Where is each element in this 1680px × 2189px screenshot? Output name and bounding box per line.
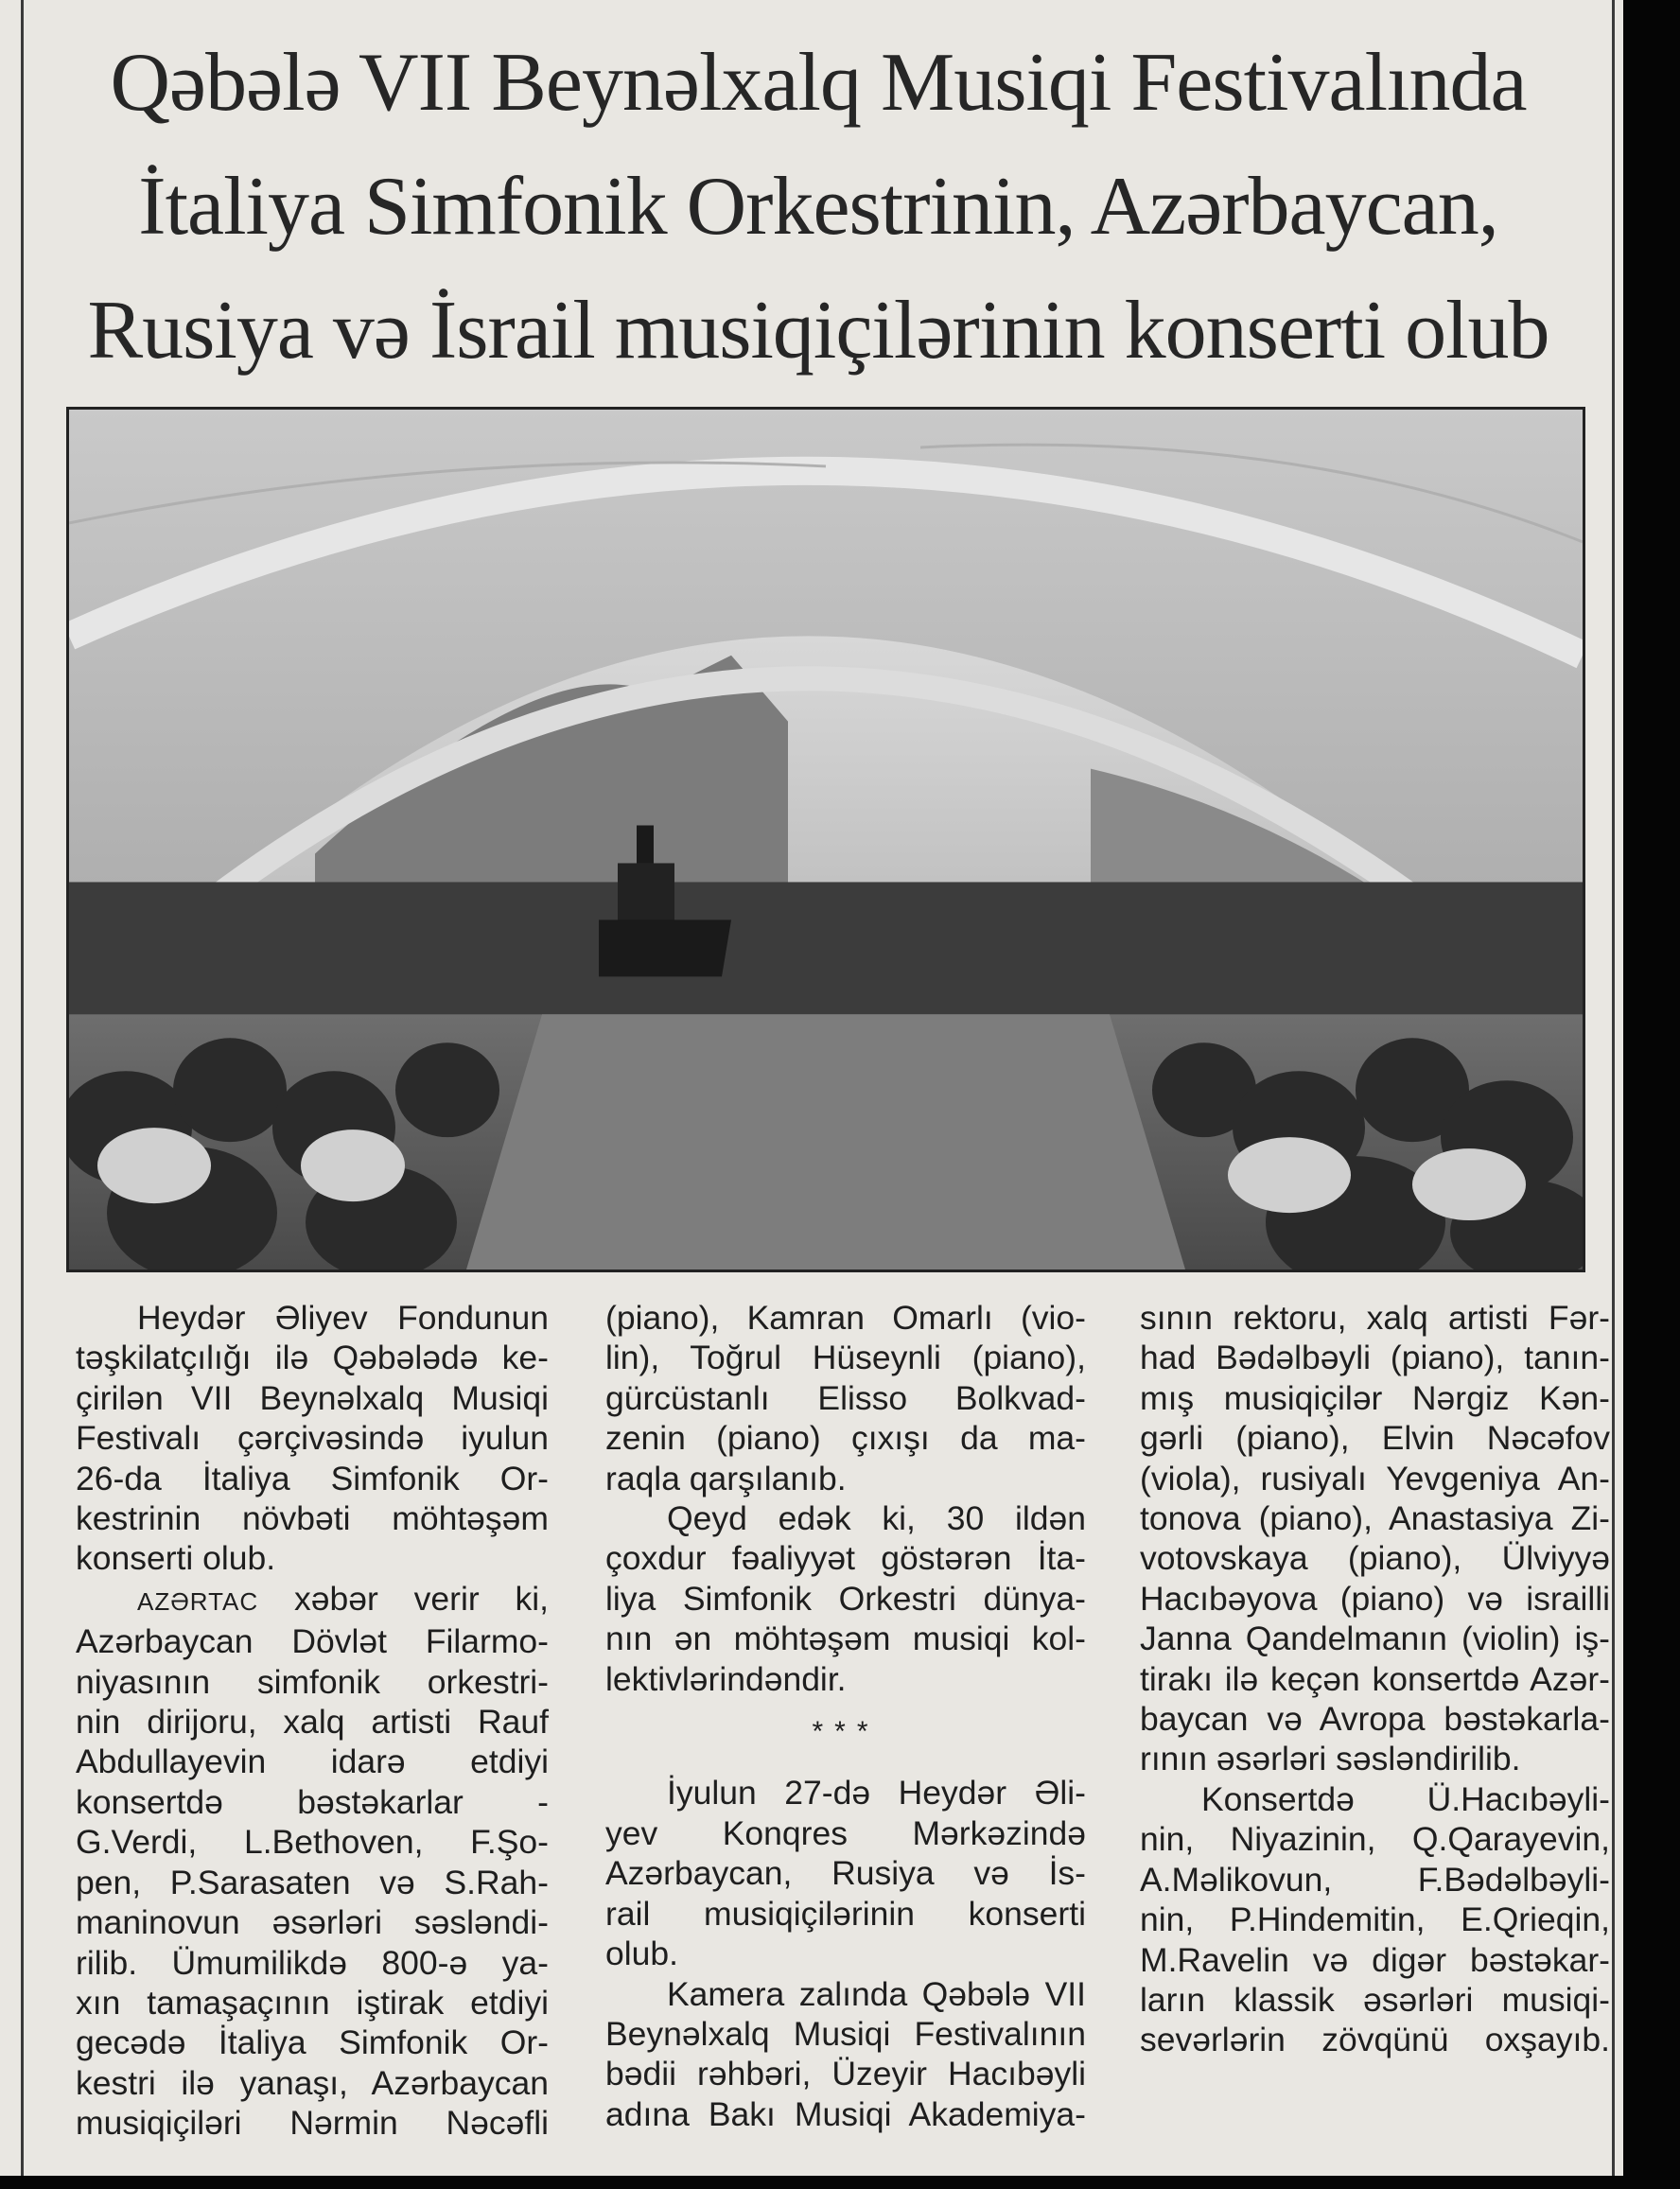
text-line: İyulun 27-də Heydər Əli- [667, 1774, 1086, 1812]
scan-border-bottom [0, 2176, 1680, 2189]
text-line: çirilən VII Beynəlxalq Musiqi [76, 1378, 549, 1417]
article-column-1 [76, 1298, 549, 2144]
agency-name: AZƏRTAC [137, 1586, 259, 1616]
text-line: (piano), Kamran Omarlı (vio- [605, 1299, 1086, 1337]
text-line: zenin (piano) çıxışı da ma- [605, 1419, 1086, 1458]
text-line: liya Simfonik Orkestri dünya- [605, 1579, 1086, 1618]
headline-line-3: Rusiya və İsrail musiqiçilərinin konserti olub [87, 285, 1549, 377]
text-line: konserti olub. [76, 1539, 276, 1578]
text-line: gürcüstanlı Elisso Bolkvad- [605, 1378, 1086, 1417]
headline-line-1: Qəbələ VII Beynəlxalq Musiqi Festivalında [110, 37, 1527, 129]
text-line: niyasının simfonik orkestri- [76, 1662, 549, 1701]
text-line: gərli (piano), Elvin Nəcəfov [1140, 1419, 1610, 1458]
text-line: nin, P.Hindemitin, E.Qrieqin, [1140, 1900, 1610, 1939]
text-line: Abdullayevin idarə etdiyi [76, 1742, 549, 1781]
text-line: sının rektoru, xalq artisti Fər- [1140, 1299, 1610, 1337]
text-line: nin, Niyazinin, Q.Qarayevin, [1140, 1820, 1610, 1859]
text-line: rail musiqiçilərinin konserti [605, 1894, 1086, 1933]
text-line: Konsertdə Ü.Hacıbəyli- [1201, 1779, 1610, 1818]
article-column-2 [605, 1298, 1086, 2134]
text-line: gecədə İtaliya Simfonik Or- [76, 2023, 549, 2062]
text-line: nin dirijoru, xalq artisti Rauf [76, 1703, 549, 1742]
text-line: Janna Qandelmanın (violin) iş- [1140, 1620, 1610, 1658]
headline-line-2: İtaliya Simfonik Orkestrinin, Azərbaycan, [138, 161, 1498, 253]
text-line: çoxdur fəaliyyət göstərən İta- [605, 1539, 1086, 1578]
text-line: rilib. Ümumilikdə 800-ə ya- [76, 1943, 549, 1982]
text-line: lektivlərindəndir. [605, 1659, 847, 1698]
text-line: olub. [605, 1935, 678, 1973]
text-line: A.Məlikovun, F.Bədəlbəyli- [1140, 1860, 1610, 1899]
text-line: ların klassik əsərləri musiqi- [1140, 1980, 1610, 2019]
text-line: təşkilatçılığı ilə Qəbələdə ke- [76, 1339, 549, 1377]
text-line: M.Ravelin və digər bəstəkar- [1140, 1940, 1610, 1979]
text-line: maninovun əsərləri səsləndi- [76, 1903, 549, 1942]
text-line: had Bədəlbəyli (piano), tanın- [1140, 1339, 1610, 1377]
text-line: Beynəlxalq Musiqi Festivalının [605, 2014, 1086, 2053]
text-line: pen, P.Sarasaten və S.Rah- [76, 1863, 549, 1901]
text-line: yev Konqres Mərkəzində [605, 1813, 1086, 1852]
text-line: raqla qarşılanıb. [605, 1459, 847, 1497]
text-line: tirakı ilə keçən konsertdə Azər- [1140, 1659, 1610, 1698]
text-line: votovskaya (piano), Ülviyyə [1140, 1539, 1610, 1578]
text-line: lin), Toğrul Hüseynli (piano), [605, 1339, 1086, 1377]
article-headline [38, 21, 1599, 393]
text-line: Kamera zalında Qəbələ VII [667, 1974, 1086, 2013]
text-line: (viola), rusiyalı Yevgeniya An- [1140, 1459, 1610, 1497]
text-line: Hacıbəyova (piano) və israilli [1140, 1579, 1610, 1618]
text-line: kestri ilə yanaşı, Azərbaycan [76, 2063, 549, 2102]
text-line: xın tamaşaçının iştirak etdiyi [76, 1983, 549, 2022]
text-line: AZƏRTAC xəbər verir ki, [137, 1579, 549, 1618]
text-line: bədii rəhbəri, Üzeyir Hacıbəyli [605, 2055, 1086, 2093]
text-line: Qeyd edək ki, 30 ildən [667, 1499, 1086, 1538]
text-line: kestrinin növbəti möhtəşəm [76, 1499, 549, 1538]
section-separator: *** [812, 1716, 880, 1748]
text-line: nın ən möhtəşəm musiqi kol- [605, 1620, 1086, 1658]
column-rule-left [21, 0, 24, 2176]
text-line: Heydər Əliyev Fondunun [137, 1299, 549, 1337]
text-line: rının əsərləri səsləndirilib. [1140, 1740, 1521, 1778]
column-rule-right [1612, 0, 1615, 2176]
article-column-3 [1140, 1298, 1610, 2060]
concert-photo [66, 407, 1585, 1272]
text-line: musiqiçiləri Nərmin Nəcəfli [76, 2104, 549, 2143]
text-line: baycan və Avropa bəstəkarla- [1140, 1700, 1610, 1739]
concert-photo-image [69, 410, 1583, 1270]
text-line: sevərlərin zövqünü oxşayıb. [1140, 2021, 1610, 2059]
text-line: 26-da İtaliya Simfonik Or- [76, 1459, 549, 1497]
text-line: Festivalı çərçivəsində iyulun [76, 1419, 549, 1458]
text-line: tonova (piano), Anastasiya Zi- [1140, 1499, 1610, 1538]
text-line: Azərbaycan Dövlət Filarmo- [76, 1622, 549, 1661]
text-line: adına Bakı Musiqi Akademiya- [605, 2094, 1086, 2133]
text-line: Azərbaycan, Rusiya və İs- [605, 1854, 1086, 1893]
text-line: G.Verdi, L.Bethoven, F.Şo- [76, 1823, 549, 1862]
text-line: mış musiqiçilər Nərgiz Kən- [1140, 1378, 1610, 1417]
text-line: konsertdə bəstəkarlar - [76, 1782, 549, 1821]
scan-border-right [1623, 0, 1680, 2189]
